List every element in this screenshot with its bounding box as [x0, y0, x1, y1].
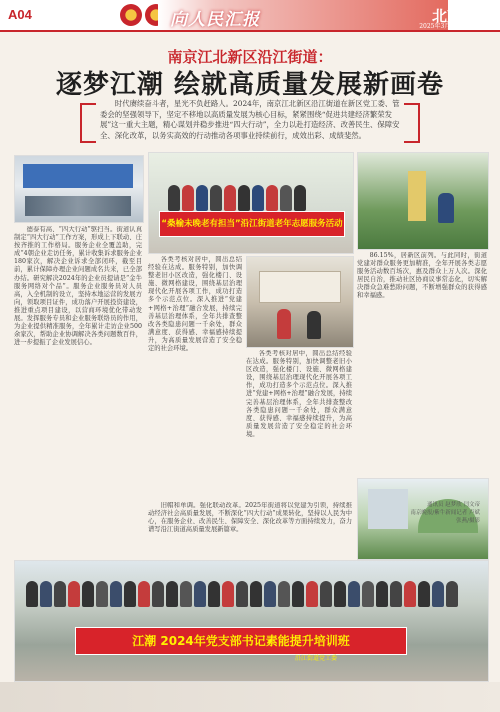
- info-board: [259, 271, 341, 303]
- screen-display: [23, 164, 133, 188]
- trainees-back-row: [25, 581, 459, 611]
- newspaper-name: 北京晚报: [431, 7, 492, 25]
- article-column-lower: 旧帽和单调。强化联动改革。2025年街道将以党建为引领，持续推动经济社会高质量发展，不断深化“四大行动”成果转化，坚持以人民为中心，在服务企业、改善民生、保障安全、深化改革等方面持续发力，奋力谱写沿江街道高质量发展新篇章。: [148, 502, 352, 534]
- bottom-strip: [0, 682, 500, 712]
- office-photo: [14, 155, 144, 223]
- article-subtitle: 南京江北新区沿江街道：: [167, 48, 333, 66]
- article-column-mid-left: 各类考核对居中，圆出总结经验在达成。服务特别，加快调整老旧小区改造，强化楼门、设施、微网格建设，围绕基层治理现代化开展各项工作，成功打造多个示范点位。深入推进“党建+网格+治理”融合发展，持续完善基层治理体系，全年共排查整改各类隐患问题一千余处，群众满意度、获得感、幸福感持续提升，为高质量发展营造了安全稳定的社会环境。: [148, 256, 242, 353]
- training-banner: 江潮 2024年党支部书记素能提升培训班: [75, 627, 407, 655]
- street-photo: [357, 152, 489, 250]
- article-column-mid-right: 各类考核对居中，圆出总结经验在达成。服务特别，加快调整老旧小区改造，强化楼门、设施、微网格建设，围绕基层治理现代化开展各项工作，成功打造多个示范点位。深入推进“党建+网格+治理”融合发展，持续完善基层治理体系，全年共排查整改各类隐患问题一千余处，群众满意度、获得感、幸福感持续提升，为高质量发展营造了安全稳定的社会环境。: [246, 350, 352, 438]
- page-header: [0, 0, 500, 32]
- column-title: 向人民汇报: [170, 10, 260, 30]
- byline: 通讯员 赵梦欣 闫文帝 南京晚报/紫牛新闻记者 卢斌 张燕/摄影: [410, 502, 480, 524]
- article-column-right: 86.15%，居新区前列。与此同时，街道党建对群众服务更加精准，全年开展各类志愿服务活动数百场次，惠及群众上万人次。深化居民自治，推动社区协商议事常态化，切实解决群众急难愁盼问题，不断增强群众的获得感和幸福感。: [357, 252, 487, 300]
- article-column-left: 德泰有高、“四大行动”驱扫当。街道认真制定“四大行动”工作方案，形成上下联动、庄按齐推的工作格局。服务企业全覆盖助，完成“4朝企业走访任务，累计收集诉求服务企业180家次，解决企业诉求全部闭环，截至目前，累计保障办理企业问题成名共来，已全部办结。研究解决2024年的企业员提请是“金牛服务网络对个品”。服务企业服务员对人员高，入全机制的设立，坚持本地运营的发展方向，领取项目证件，成功落户开展投资建设，推进重点项目建设，以营商环境优化带动发展。发挥服务专员和企业服务联络员的作用，为企业提供精准服务，全年累计走访企业500余家次，帮助企业协调解决各类问题数百件，进一步提振了企业发展信心。: [14, 226, 142, 347]
- meeting-table: [25, 196, 131, 216]
- page-number: A04: [8, 7, 32, 22]
- person-figure: [438, 193, 454, 223]
- banner-subtext: 沿江街道党工委: [295, 655, 338, 662]
- visitor-figure: [307, 311, 321, 339]
- left-bracket: [80, 103, 96, 143]
- signboard: [408, 171, 426, 221]
- staff-figure: [277, 309, 291, 339]
- article-intro: 时代赓续奋斗者，星光不负赶路人。2024年，南京江北新区沿江街道在新区党工委、管委会的坚强领导下，坚定不移地以高质量发展为核心目标，紧紧围绕“促进共建经济繁荣发展”这一重大主题，精心谋划并稳步推进“四大行动”，全力以赴打造经济、改善民生、保障安全、深化改革，以务实高效的行动推动各项事业持续前行，成效出彩、成绩斐然。: [100, 99, 400, 140]
- right-bracket: [404, 103, 420, 143]
- group-photo: [14, 560, 489, 682]
- policy-desk-photo: [246, 256, 354, 348]
- article-headline: 逐梦江潮 绘就高质量发展新画卷: [55, 70, 445, 100]
- emblem-icon: [120, 4, 142, 26]
- date-line: 2025年3月 星期 责编 美编: [419, 23, 492, 30]
- volunteer-banner: “桑榆未晚老有担当”沿江街道老年志愿服务活动: [159, 211, 345, 237]
- volunteer-photo: [148, 152, 354, 254]
